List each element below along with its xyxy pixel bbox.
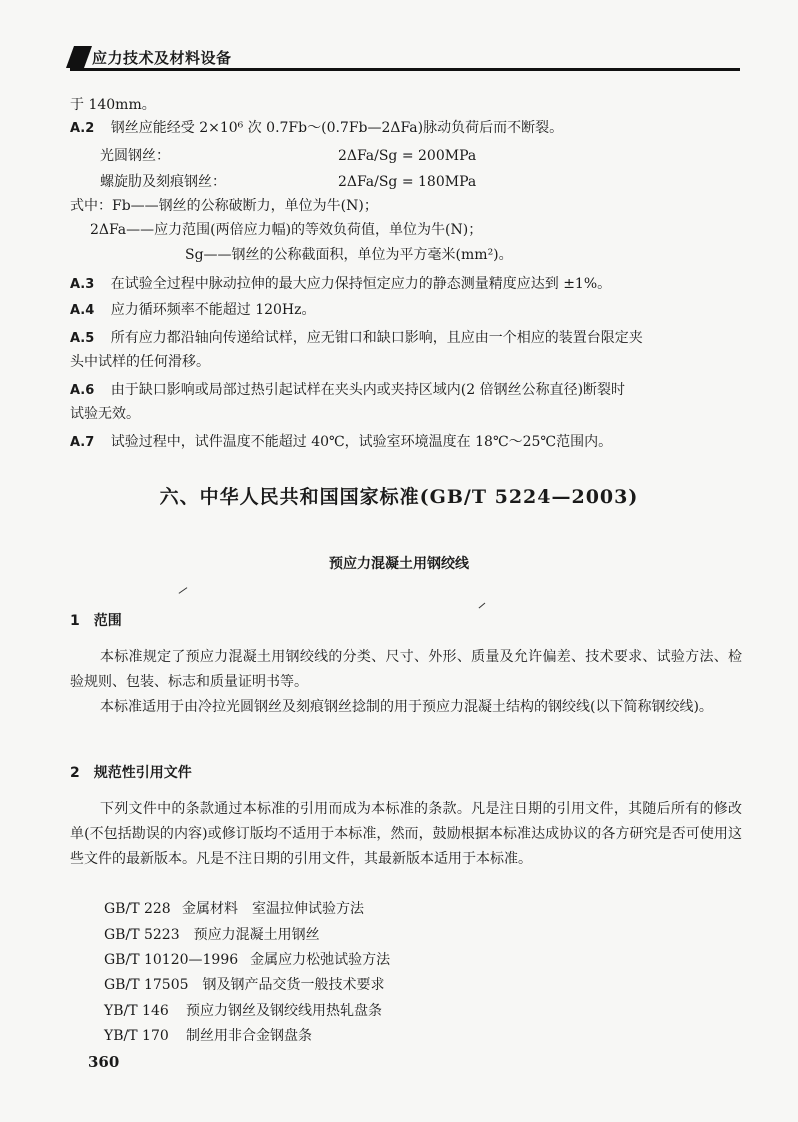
clause-a6 [70,380,625,401]
where-line-1: 式中：Fb——钢丝的公称破断力，单位为牛(N)； [70,198,378,214]
reference-title: 钢及钢产品交货一般技术要求 [202,977,385,993]
clause-label: A.7 [70,435,95,450]
reference-item [104,898,364,918]
reference-title: 预应力混凝土用钢丝 [193,927,320,943]
clause-a7 [70,432,612,453]
formula-label-smooth: 光圆钢丝： [100,148,170,164]
reference-code: YB/T 170 [104,1028,169,1044]
reference-code: YB/T 146 [104,1003,169,1019]
clause-label: A.2 [70,121,95,136]
scan-speck [179,587,188,594]
page-number: 360 [88,1053,120,1071]
reference-item [104,1025,312,1045]
running-header-title: 应力技术及材料设备 [92,49,232,67]
clause-text: 所有应力都沿轴向传递给试样，应无钳口和缺口影响，且应由一个相应的装置台限定夹 [110,330,643,346]
clause-a2 [70,118,563,139]
clause-text: 由于缺口影响或局部过热引起试样在夹头内或夹持区域内(2 倍钢丝公称直径)断裂时 [110,382,626,398]
reference-item [104,924,320,944]
continued-text: 于 140mm。 [70,97,156,113]
clause-label: A.6 [70,383,95,398]
reference-item [104,1000,382,1020]
clause-label: A.4 [70,303,95,318]
clause-text: 应力循环频率不能超过 120Hz。 [110,302,316,318]
running-header [70,40,740,74]
reference-item [104,949,390,969]
clause-a3 [70,274,611,295]
scan-speck [479,603,486,609]
clause-a4 [70,300,316,321]
reference-title: 预应力钢丝及钢绞线用热轧盘条 [186,1003,382,1019]
where-line-3: Sg——钢丝的公称截面积，单位为平方毫米(mm²)。 [185,247,513,263]
section-heading-scope: 1 范围 [70,613,122,629]
clause-label: A.5 [70,331,95,346]
reference-code: GB/T 10120—1996 [104,952,239,968]
reference-title: 金属材料 室温拉伸试验方法 [182,901,364,917]
references-paragraph: 下列文件中的条款通过本标准的引用而成为本标准的条款。凡是注日期的引用文件，其随后所有的修改单(不包括勘误的内容)或修订版均不适用于本标准，然而，鼓励根据本标准达成协议的各方研究是否可使用这些文件的最新版本。凡是不注日期的引用文件，其最新版本适用于本标准。 [70,801,742,867]
reference-code: GB/T 5223 [104,927,180,943]
header-mark-icon [66,46,92,68]
section-title: 六、中华人民共和国国家标准(GB/T 5224—2003) [159,486,639,508]
formula-value-smooth: 2ΔFa/Sg = 200MPa [338,148,477,164]
scope-paragraph-1: 本标准规定了预应力混凝土用钢绞线的分类、尺寸、外形、质量及允许偏差、技术要求、试验方法、检验规则、包装、标志和质量证明书等。 [70,649,742,690]
clause-text: 试验过程中，试件温度不能超过 40℃，试验室环境温度在 18℃～25℃范围内。 [110,434,613,450]
clause-a6-continued: 试验无效。 [70,406,140,422]
reference-item [104,974,385,994]
clause-text: 钢丝应能经受 2×10⁶ 次 0.7Fb～(0.7Fb—2ΔFa)脉动负荷后而不断裂。 [110,120,564,136]
reference-code: GB/T 17505 [104,977,189,993]
scope-paragraph-2: 本标准适用于由冷拉光圆钢丝及刻痕钢丝捻制的用于预应力混凝土结构的钢绞线(以下简称钢绞线)。 [100,699,713,715]
clause-a5-continued: 头中试样的任何滑移。 [70,354,210,370]
reference-title: 金属应力松弛试验方法 [250,952,391,968]
reference-title: 制丝用非合金钢盘条 [186,1028,312,1044]
header-rule [70,68,740,71]
clause-a5 [70,328,643,349]
section-heading-references: 2 规范性引用文件 [70,765,192,781]
where-line-2: 2ΔFa——应力范围(两倍应力幅)的等效负荷值，单位为牛(N)； [90,222,483,238]
document-title: 预应力混凝土用钢绞线 [329,556,469,572]
formula-value-spiral: 2ΔFa/Sg = 180MPa [338,174,477,190]
clause-label: A.3 [70,277,95,292]
formula-label-spiral: 螺旋肋及刻痕钢丝： [100,174,226,190]
reference-code: GB/T 228 [104,901,171,917]
clause-text: 在试验全过程中脉动拉伸的最大应力保持恒定应力的静态测量精度应达到 ±1%。 [110,276,612,292]
